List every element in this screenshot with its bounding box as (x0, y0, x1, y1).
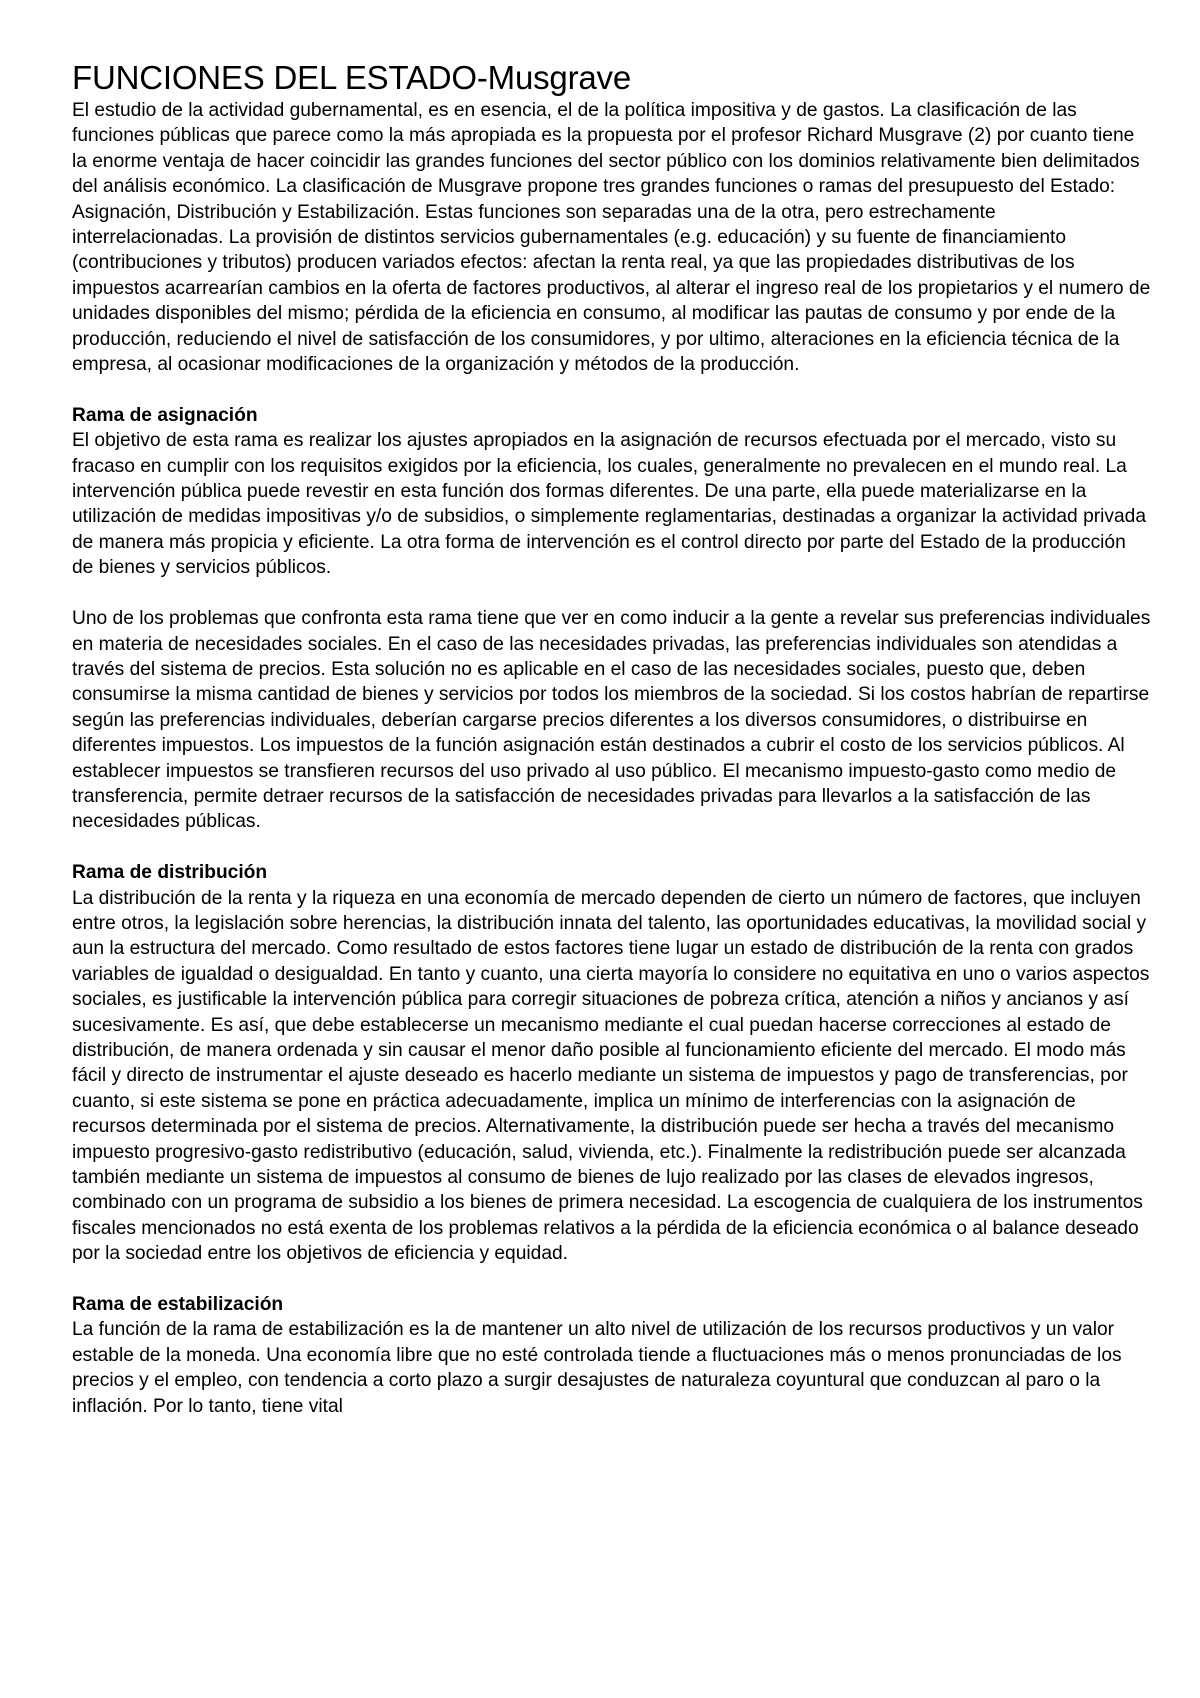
section-heading-distribucion: Rama de distribución (72, 862, 268, 884)
paragraph-gap (72, 377, 1152, 402)
document-title: FUNCIONES DEL ESTADO-Musgrave (72, 59, 631, 96)
paragraph-gap (72, 1267, 1152, 1292)
distribucion-paragraph-1: La distribución de la renta y la riqueza en una economía de mercado dependen de cierto un número de factores, que incluyen entre otros, la legislación sobre herencias, la distribución innata del talento, las oportunidades educativas, la movilidad social y aun la estructura del mercado. Como resultado de estos factores tiene lugar un estado de distribución de la renta con grados variables de igualdad o desigualdad. En tanto y cuanto, una cierta mayoría lo considere no equitativa en uno o varios aspectos sociales, es justificable la intervención pública para corregir situaciones de pobreza crítica, atención a niños y ancianos y así sucesivamente. Es así, que debe establecerse un mecanismo mediante el cual puedan hacerse correcciones al estado de distribución, de manera ordenada y sin causar el menor daño posible al funcionamiento eficiente del mercado. El modo más fácil y directo de instrumentar el ajuste deseado es hacerlo mediante un sistema de impuestos y pago de transferencias, por cuanto, si este sistema se pone en práctica adecuadamente, implica un mínimo de interferencias con la asignación de recursos determinada por el sistema de precios. Alternativamente, la distribución puede ser hecha a través del mecanismo impuesto progresivo-gasto redistributivo (educación, salud, vivienda, etc.). Finalmente la redistribución puede ser alcanzada también mediante un sistema de impuestos al consumo de bienes de lujo realizado por las clases de elevados ingresos, combinado con un programa de subsidio a los bienes de primera necesidad. La escogencia de cualquiera de los instrumentos fiscales mencionados no está exenta de los problemas relativos a la pérdida de la eficiencia económica o al balance deseado por la sociedad entre los objetivos de eficiencia y equidad. (72, 887, 1150, 1265)
section-heading-estabilizacion: Rama de estabilización (72, 1294, 284, 1316)
asignacion-paragraph-1: El objetivo de esta rama es realizar los ajustes apropiados en la asignación de recursos efectuada por el mercado, visto su fracaso en cumplir con los requisitos exigidos por la eficiencia, los cuales, generalmente no prevalecen en el mundo real. La intervención pública puede revestir en esta función dos formas diferentes. De una parte, ella puede materializarse en la utilización de medidas impositivas y/o de subsidios, o simplemente reglamentarias, destinadas a organizar la actividad privada de manera más propicia y eficiente. La otra forma de intervención es el control directo por parte del Estado de la producción de bienes y servicios públicos. (72, 430, 1146, 579)
intro-paragraph: El estudio de la actividad gubernamental, es en esencia, el de la política impositiva y de gastos. La clasificación de las funciones públicas que parece como la más apropiada es la propuesta por el profesor Richard Musgrave (2) por cuanto tiene la enorme ventaja de hacer coincidir las grandes funciones del sector público con los dominios relativamente bien delimitados del análisis económico. La clasificación de Musgrave propone tres grandes funciones o ramas del presupuesto del Estado: Asignación, Distribución y Estabilización. Estas funciones son separadas una de la otra, pero estrechamente interrelacionadas. La provisión de distintos servicios gubernamentales (e.g. educación) y su fuente de financiamiento (contribuciones y tributos) producen variados efectos: afectan la renta real, ya que las propiedades distributivas de los impuestos acarrearían cambios en la oferta de factores productivos, al alterar el ingreso real de los propietarios y el numero de unidades disponibles del mismo; pérdida de la eficiencia en consumo, al modificar las pautas de consumo y por ende de la producción, reduciendo el nivel de satisfacción de los consumidores, y por ultimo, alteraciones en la eficiencia técnica de la empresa, al ocasionar modificaciones de la organización y métodos de la producción. (72, 100, 1151, 376)
document-page (72, 58, 1152, 1419)
estabilizacion-paragraph-1: La función de la rama de estabilización es la de mantener un alto nivel de utilización de los recursos productivos y un valor estable de la moneda. Una economía libre que no esté controlada tiende a fluctuaciones más o menos pronunciadas de los precios y el empleo, con tendencia a corto plazo a surgir desajustes de naturaleza coyuntural que conduzcan al paro o la inflación. Por lo tanto, tiene vital (72, 1319, 1122, 1417)
paragraph-gap (72, 835, 1152, 860)
paragraph-gap (72, 581, 1152, 606)
section-asignacion (72, 403, 1152, 835)
asignacion-paragraph-2: Uno de los problemas que confronta esta rama tiene que ver en como inducir a la gente a revelar sus preferencias individuales en materia de necesidades sociales. En el caso de las necesidades privadas, las preferencias individuales son atendidas a través del sistema de precios. Esta solución no es aplicable en el caso de las necesidades sociales, puesto que, deben consumirse la misma cantidad de bienes y servicios por todos los miembros de la sociedad. Si los costos habrían de repartirse según las preferencias individuales, deberían cargarse precios diferentes a los diversos consumidores, o distribuirse en diferentes impuestos. Los impuestos de la función asignación están destinados a cubrir el costo de los servicios públicos. Al establecer impuestos se transfieren recursos del uso privado al uso público. El mecanismo impuesto-gasto como medio de transferencia, permite detraer recursos de la satisfacción de necesidades privadas para llevarlos a la satisfacción de las necesidades públicas. (72, 608, 1151, 833)
section-distribucion (72, 860, 1152, 1267)
section-heading-asignacion: Rama de asignación (72, 404, 258, 426)
section-estabilizacion (72, 1292, 1152, 1419)
